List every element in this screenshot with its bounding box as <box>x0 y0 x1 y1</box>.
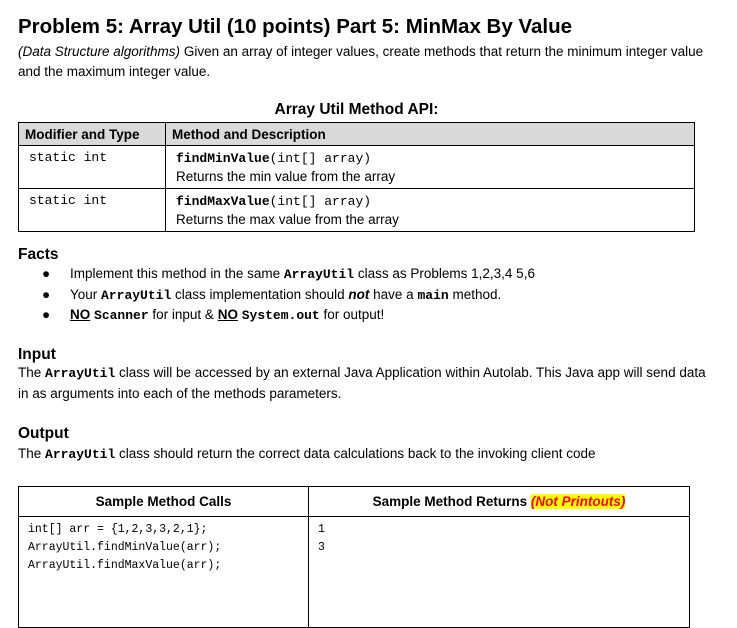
facts-text: class implementation should <box>175 286 345 302</box>
input-text: class will be accessed by an external Java Application within Autolab. This Java app will send data in as arguments into each of the methods parameters. <box>18 365 706 401</box>
intro-text: Given an array of integer values, create methods that return the minimum integer value and the maximum integer value. <box>18 44 704 79</box>
input-text: The <box>18 365 42 380</box>
page-edge-line <box>18 621 19 625</box>
facts-item <box>18 285 708 306</box>
facts-emphasis: not <box>348 286 370 302</box>
bullet-icon: ● <box>42 286 51 302</box>
facts-list <box>18 264 708 326</box>
samples-returns-header <box>309 487 690 517</box>
api-table <box>18 122 695 232</box>
samples-header-row <box>19 487 690 517</box>
facts-text: for input & <box>152 307 214 322</box>
api-row-modifier: static int <box>19 146 166 189</box>
api-row <box>19 146 695 189</box>
output-text: class should return the correct data calculations back to the invoking client code <box>119 446 596 461</box>
method-params: (int[] array) <box>269 194 372 209</box>
facts-text: Your <box>70 286 98 302</box>
api-row-method <box>166 146 695 189</box>
facts-text: method. <box>452 286 502 302</box>
facts-code: System.out <box>241 308 320 323</box>
input-heading: Input <box>18 346 56 363</box>
page-title: Problem 5: Array Util (10 points) Part 5: MinMax By Value <box>18 15 573 38</box>
facts-text: for output! <box>323 307 385 322</box>
samples-table <box>18 486 690 628</box>
api-header-row <box>19 123 695 146</box>
api-row <box>19 189 695 232</box>
facts-code: Scanner <box>94 308 149 323</box>
facts-code: ArrayUtil <box>101 287 172 303</box>
input-paragraph <box>18 363 708 404</box>
facts-item <box>18 305 708 326</box>
api-row-modifier: static int <box>19 189 166 232</box>
method-description: Returns the min value from the array <box>176 169 396 184</box>
facts-code: main <box>417 287 449 303</box>
method-name: findMinValue <box>176 151 270 166</box>
samples-calls-header: Sample Method Calls <box>19 487 309 517</box>
method-name: findMaxValue <box>176 194 270 209</box>
facts-text: Implement this method in the same <box>70 266 281 281</box>
bullet-icon: ● <box>42 307 51 322</box>
facts-heading: Facts <box>18 246 59 263</box>
method-params: (int[] array) <box>269 151 372 166</box>
facts-no: NO <box>217 307 238 322</box>
returns-note-highlight: (Not Printouts) <box>530 494 626 509</box>
api-header-modifier: Modifier and Type <box>19 123 166 146</box>
returns-header-text: Sample Method Returns <box>372 494 528 509</box>
output-text: The <box>18 446 42 461</box>
facts-code: ArrayUtil <box>283 267 355 282</box>
sample-returns-code: 1 3 <box>318 523 325 554</box>
samples-row <box>19 517 690 628</box>
input-code: ArrayUtil <box>45 366 116 381</box>
api-header-method: Method and Description <box>166 123 695 146</box>
sample-calls-code: int[] arr = {1,2,3,3,2,1}; ArrayUtil.findMinValue(arr); ArrayUtil.findMaxValue(arr); <box>28 523 222 572</box>
facts-text: class as Problems 1,2,3,4 5,6 <box>357 266 535 281</box>
intro-category: (Data Structure algorithms) <box>18 44 181 59</box>
bullet-icon: ● <box>42 266 51 281</box>
facts-text: have a <box>373 286 414 302</box>
facts-item <box>18 264 708 285</box>
facts-no: NO <box>70 307 91 322</box>
output-heading: Output <box>18 425 69 442</box>
intro-paragraph <box>18 42 708 81</box>
api-row-method <box>166 189 695 232</box>
output-code: ArrayUtil <box>45 447 116 462</box>
api-table-caption: Array Util Method API: <box>274 101 439 118</box>
method-description: Returns the max value from the array <box>176 212 399 227</box>
output-paragraph <box>18 444 708 465</box>
